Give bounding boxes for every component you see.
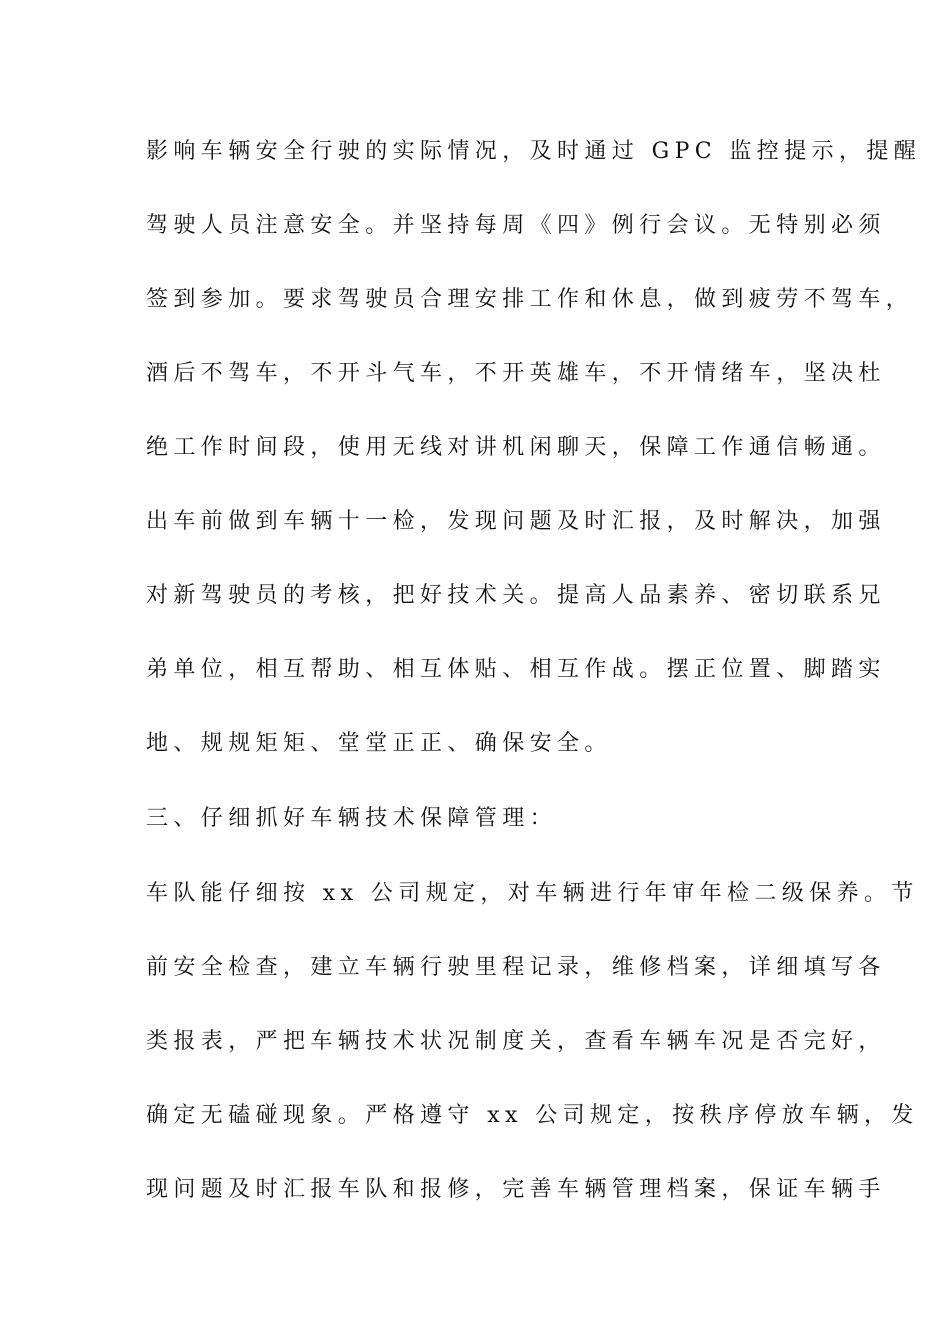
text-line: 弟单位，相互帮助、相互体贴、相互作战。摆正位置、脚踏实 xyxy=(146,657,886,682)
text-line: 前安全检查，建立车辆行驶里程记录，维修档案，详细填写各 xyxy=(146,955,886,980)
text-line: 车队能仔细按 xx 公司规定，对车辆进行年审年检二级保养。节 xyxy=(146,881,919,906)
text-line: 地、规规矩矩、堂堂正正、确保安全。 xyxy=(146,731,612,756)
text-line: 绝工作时间段，使用无线对讲机闲聊天，保障工作通信畅通。 xyxy=(146,435,886,460)
text-line: 确定无磕碰现象。严格遵守 xx 公司规定，按秩序停放车辆，发 xyxy=(146,1103,919,1128)
text-line: 签到参加。要求驾驶员合理安排工作和休息，做到疲劳不驾车， xyxy=(146,287,914,312)
section-heading: 三、仔细抓好车辆技术保障管理： xyxy=(146,806,558,831)
text-line: 现问题及时汇报车队和报修，完善车辆管理档案，保证车辆手 xyxy=(146,1177,886,1202)
text-line: 出车前做到车辆十一检，发现问题及时汇报，及时解决，加强 xyxy=(146,509,886,534)
text-line: 酒后不驾车，不开斗气车，不开英雄车，不开情绪车，坚决杜 xyxy=(146,361,886,386)
text-line: 驾驶人员注意安全。并坚持每周《四》例行会议。无特别必须 xyxy=(146,213,886,238)
text-line: 类报表，严把车辆技术状况制度关，查看车辆车况是否完好， xyxy=(146,1029,886,1054)
text-line: 对新驾驶员的考核，把好技术关。提高人品素养、密切联系兄 xyxy=(146,583,886,608)
text-line: 影响车辆安全行驶的实际情况，及时通过 GPC 监控提示，提醒 xyxy=(146,139,922,164)
